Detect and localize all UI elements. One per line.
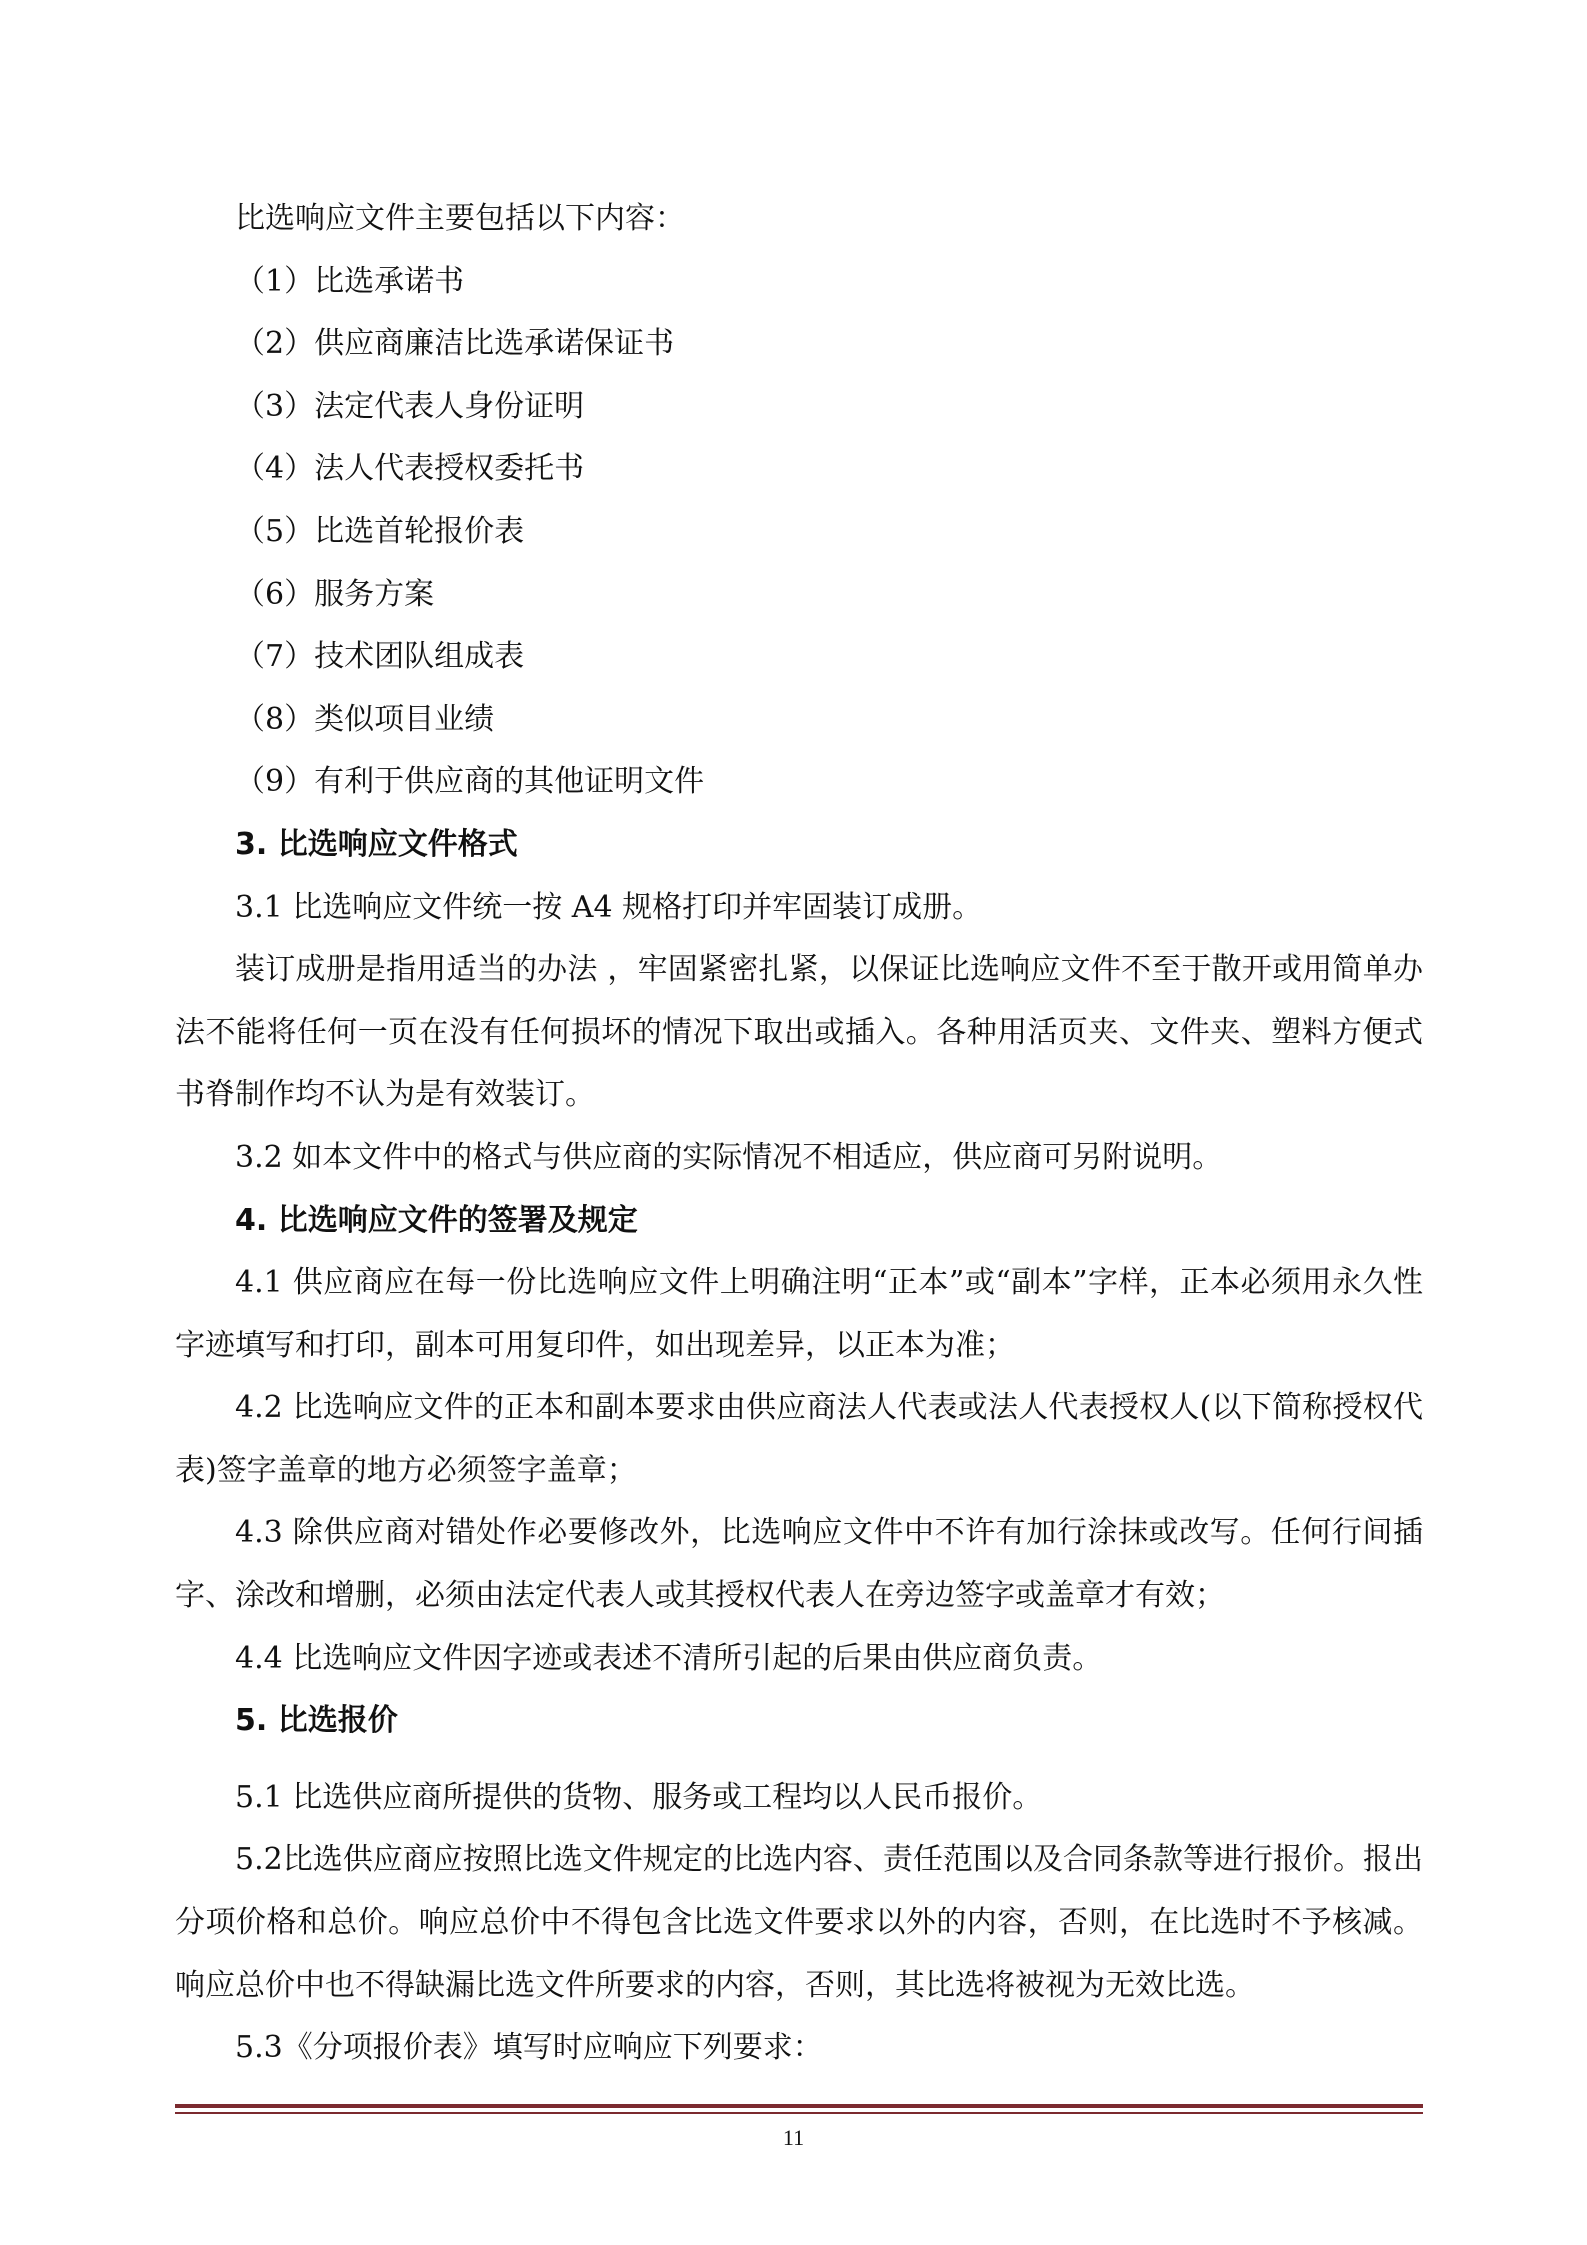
list-item: （6）服务方案 (235, 576, 435, 612)
section-5-paragraph-1: 5.1 比选供应商所提供的货物、服务或工程均以人民币报价。 (235, 1779, 1043, 1815)
list-item: （7）技术团队组成表 (235, 639, 525, 675)
footer-rule-thin (175, 2112, 1423, 2114)
section-5-paragraph-2: 5.2比选供应商应按照比选文件规定的比选内容、责任范围以及合同条款等进行报价。报出分项价格和总价。响应总价中不得包含比选文件要求以外的内容，否则，在比选时不予核减。响应总价中也不得缺漏比选文件所要求的内容，否则，其比选将被视为无效比选。 (175, 1842, 1423, 2003)
list-item: （1）比选承诺书 (235, 263, 465, 299)
list-item: （9）有利于供应商的其他证明文件 (235, 764, 705, 800)
list-item: （3）法定代表人身份证明 (235, 388, 585, 424)
intro-paragraph: 比选响应文件主要包括以下内容： (235, 201, 685, 236)
section-4-heading: 4. 比选响应文件的签署及规定 (235, 1202, 638, 1238)
page-body (175, 188, 1423, 2080)
footer-rule-thick (175, 2104, 1423, 2108)
section-5-heading: 5. 比选报价 (235, 1703, 398, 1739)
list-item: （5）比选首轮报价表 (235, 513, 525, 549)
section-3-paragraph-3: 3.2 如本文件中的格式与供应商的实际情况不相适应，供应商可另附说明。 (235, 1139, 1223, 1175)
page-number: 11 (782, 2125, 805, 2150)
list-item: （8）类似项目业绩 (235, 701, 495, 737)
list-item: （4）法人代表授权委托书 (235, 451, 585, 487)
section-4-paragraph-3: 4.3 除供应商对错处作必要修改外，比选响应文件中不许有加行涂抹或改写。任何行间插字、涂改和增删，必须由法定代表人或其授权代表人在旁边签字或盖章才有效； (175, 1515, 1423, 1614)
section-4-paragraph-2: 4.2 比选响应文件的正本和副本要求由供应商法人代表或法人代表授权人(以下简称授权代表)签字盖章的地方必须签字盖章； (175, 1390, 1423, 1488)
section-4-paragraph-4: 4.4 比选响应文件因字迹或表述不清所引起的后果由供应商负责。 (235, 1640, 1103, 1676)
contents-list (175, 251, 1423, 814)
list-item: （2）供应商廉洁比选承诺保证书 (235, 326, 675, 362)
section-4-paragraph-1: 4.1 供应商应在每一份比选响应文件上明确注明“正本”或“副本”字样，正本必须用永久性字迹填写和打印，副本可用复印件，如出现差异，以正本为准； (175, 1265, 1423, 1363)
section-3-paragraph-2: 装订成册是指用适当的办法 ，牢固紧密扎紧，以保证比选响应文件不至于散开或用简单办法不能将任何一页在没有任何损坏的情况下取出或插入。各种用活页夹、文件夹、塑料方便式书脊制作均不认为是有效装订。 (175, 952, 1423, 1113)
section-3-heading: 3. 比选响应文件格式 (235, 826, 518, 862)
section-3-paragraph-1: 3.1 比选响应文件统一按 A4 规格打印并牢固装订成册。 (235, 889, 983, 925)
section-5-spacing (175, 1753, 1423, 1767)
section-5-paragraph-3: 5.3《分项报价表》填写时应响应下列要求： (235, 2030, 823, 2066)
